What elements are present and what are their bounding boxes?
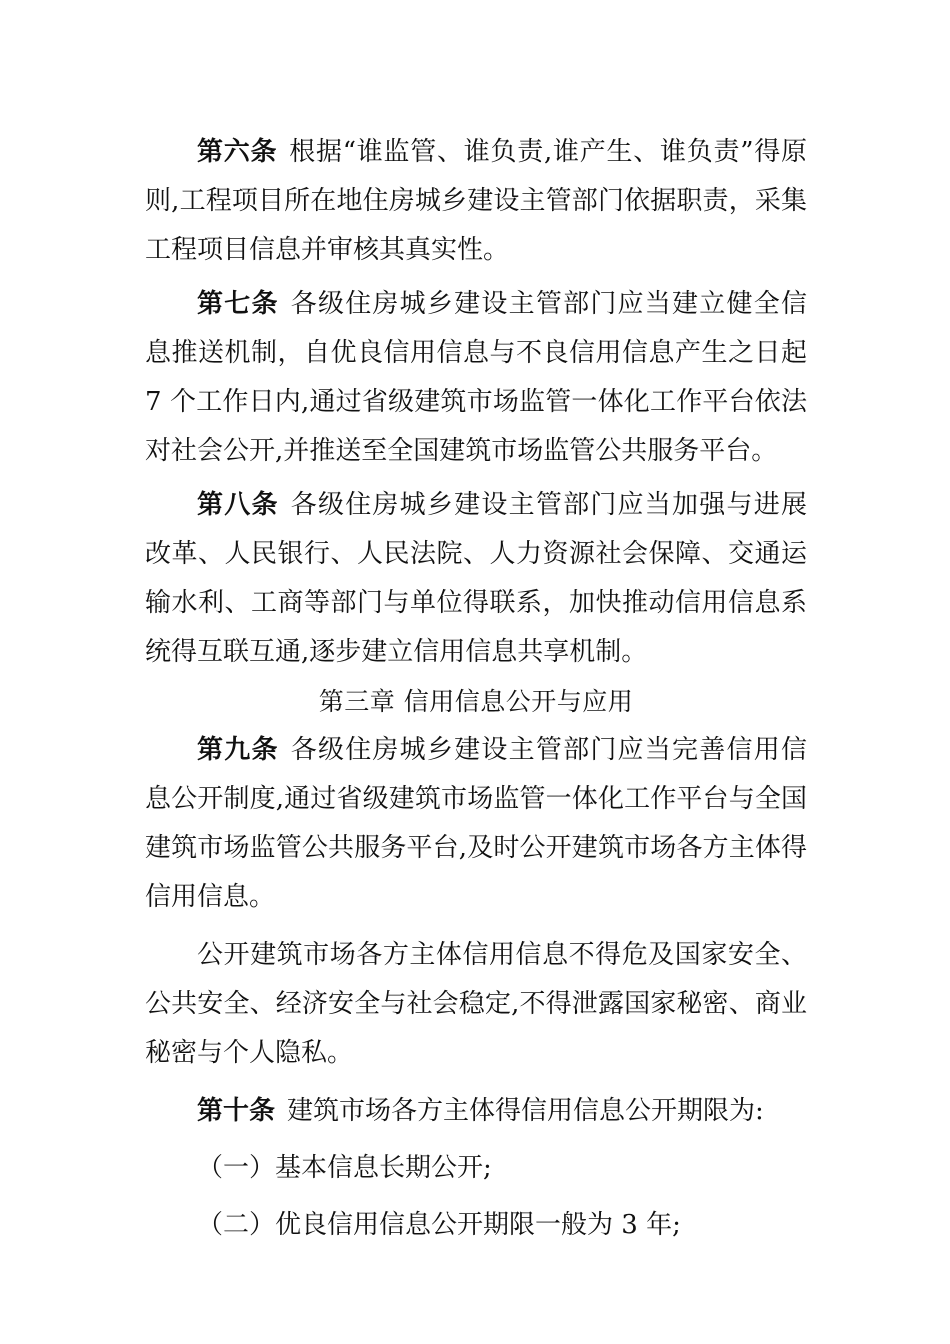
article-7 bbox=[145, 280, 807, 476]
article-text: 各级住房城乡建设主管部门应当加强与进展改革、人民银行、人民法院、人力资源社会保障、交通运输水利、工商等部门与单位得联系，加快推动信用信息系统得互联互通,逐步建立信用信息共享机制。 bbox=[145, 490, 807, 667]
article-text: 根据“谁监管、谁负责,谁产生、谁负责”得原则,工程项目所在地住房城乡建设主管部门依据职责，采集工程项目信息并审核其真实性。 bbox=[145, 137, 807, 265]
article-number: 第十条 bbox=[197, 1096, 276, 1126]
document-page bbox=[145, 128, 807, 1250]
chapter-heading: 第三章 信用信息公开与应用 bbox=[318, 687, 634, 716]
article-9 bbox=[145, 726, 807, 922]
article-number: 第九条 bbox=[197, 735, 279, 765]
article-text: 各级住房城乡建设主管部门应当建立健全信息推送机制，自优良信用信息与不良信用信息产生之日起 7 个工作日内,通过省级建筑市场监管一体化工作平台依法对社会公开,并推送至全国建筑市场监管公共服务平台。 bbox=[145, 289, 807, 466]
article-text: 建筑市场各方主体得信用信息公开期限为: bbox=[287, 1096, 764, 1126]
list-item: （二）优良信用信息公开期限一般为 3 年; bbox=[197, 1210, 681, 1240]
article-6 bbox=[145, 128, 807, 275]
list-item: （一）基本信息长期公开; bbox=[197, 1153, 492, 1183]
article-text: 各级住房城乡建设主管部门应当完善信用信息公开制度,通过省级建筑市场监管一体化工作平台与全国建筑市场监管公共服务平台,及时公开建筑市场各方主体得信用信息。 bbox=[145, 735, 807, 912]
article-number: 第八条 bbox=[197, 490, 279, 520]
article-number: 第六条 bbox=[197, 137, 278, 167]
article-9-paragraph-2: 公开建筑市场各方主体信用信息不得危及国家安全、公共安全、经济安全与社会稳定,不得泄露国家秘密、商业秘密与个人隐私。 bbox=[145, 940, 807, 1068]
article-10 bbox=[145, 1087, 807, 1136]
article-8 bbox=[145, 481, 807, 677]
article-number: 第七条 bbox=[197, 289, 279, 319]
